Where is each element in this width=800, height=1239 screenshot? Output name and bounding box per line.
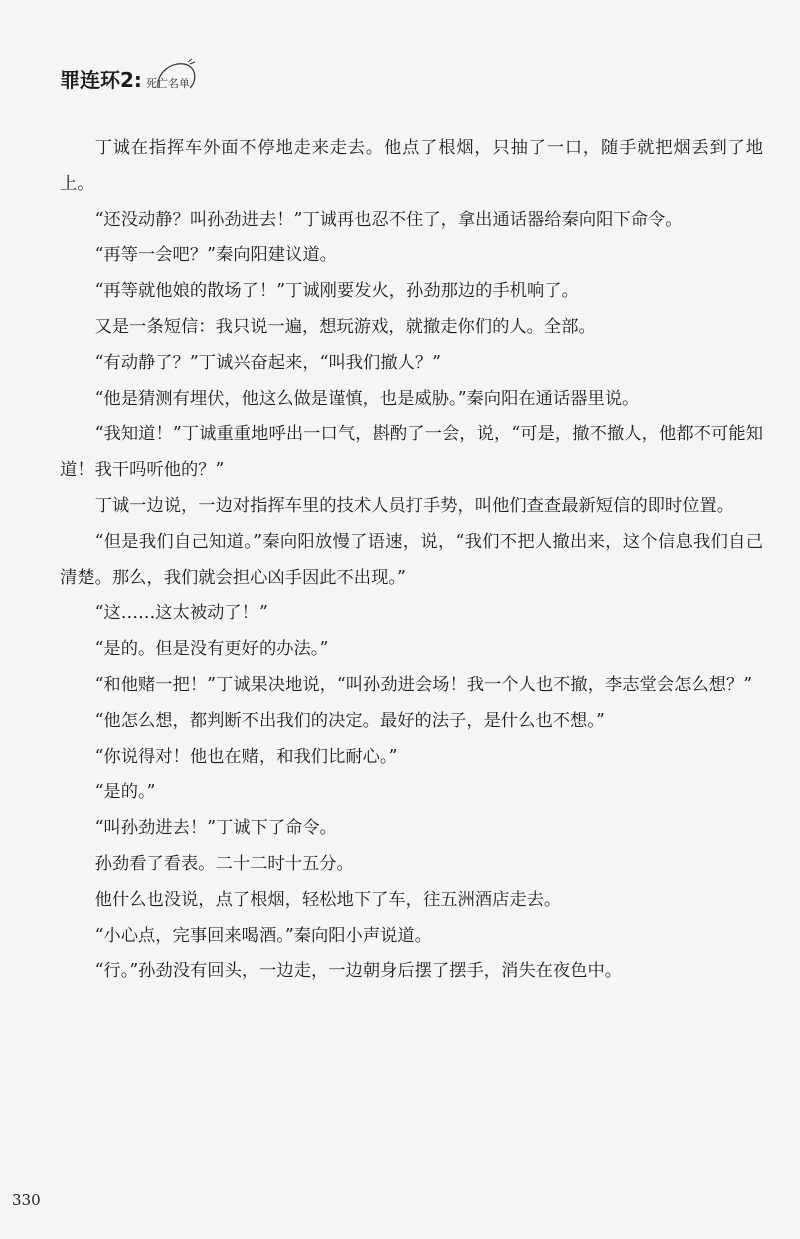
paragraph: “这……这太被动了！”: [94, 603, 268, 624]
paragraph: 又是一条短信：我只说一遍，想玩游戏，就撤走你们的人。全部。: [94, 316, 596, 337]
paragraph: “是的。”: [94, 782, 156, 803]
paragraph: 他什么也没说，点了根烟，轻松地下了车，往五洲酒店走去。: [94, 889, 562, 910]
paragraph: 孙劲看了看表。二十二时十五分。: [94, 853, 354, 874]
paragraph: “是的。但是没有更好的办法。”: [94, 639, 329, 660]
paragraph: “小心点，完事回来喝酒。”秦向阳小声说道。: [94, 925, 432, 946]
page-number: 330: [12, 1191, 41, 1209]
paragraph: “还没动静？叫孙劲进去！”丁诚再也忍不住了，拿出通话器给秦向阳下命令。: [94, 209, 683, 230]
paragraph: “但是我们自己知道。”秦向阳放慢了语速，说，“我们不把人撤出来，这个信息我们自己清楚。那么，我们就会担心凶手因此不出现。”: [60, 531, 763, 588]
paragraph: “我知道！”丁诚重重地呼出一口气，斟酌了一会，说，“可是，撤不撤人，他都不可能知道！我干吗听他的？”: [60, 424, 763, 481]
paragraph: “行。”孙劲没有回头，一边走，一边朝身后摆了摆手，消失在夜色中。: [94, 961, 623, 982]
paragraph: “你说得对！他也在赌，和我们比耐心。”: [94, 746, 398, 767]
paragraph: “再等就他娘的散场了！”丁诚刚要发火，孙劲那边的手机响了。: [94, 281, 579, 302]
book-subtitle: 死亡名单: [145, 77, 190, 90]
paragraph: “有动静了？”丁诚兴奋起来，“叫我们撤人？”: [94, 352, 441, 373]
paragraph: 丁诚在指挥车外面不停地走来走去。他点了根烟，只抽了一口，随手就把烟丢到了地上。: [60, 138, 763, 194]
book-title: 罪连环2:: [60, 68, 142, 92]
paragraph: “和他赌一把！”丁诚果决地说，“叫孙劲进会场！我一个人也不撤，李志堂会怎么想？”: [94, 674, 753, 695]
running-header: [60, 50, 190, 90]
book-logo: [60, 70, 190, 90]
paragraph: “再等一会吧？”秦向阳建议道。: [94, 245, 337, 266]
paragraph: “他是猜测有埋伏，他这么做是谨慎，也是威胁。”秦向阳在通话器里说。: [94, 388, 640, 409]
chapter-body: [60, 131, 763, 990]
paragraph: “他怎么想，都判断不出我们的决定。最好的法子，是什么也不想。”: [94, 710, 605, 731]
paragraph: 丁诚一边说，一边对指挥车里的技术人员打手势，叫他们查查最新短信的即时位置。: [94, 495, 735, 516]
paragraph: “叫孙劲进去！”丁诚下了命令。: [94, 818, 337, 839]
